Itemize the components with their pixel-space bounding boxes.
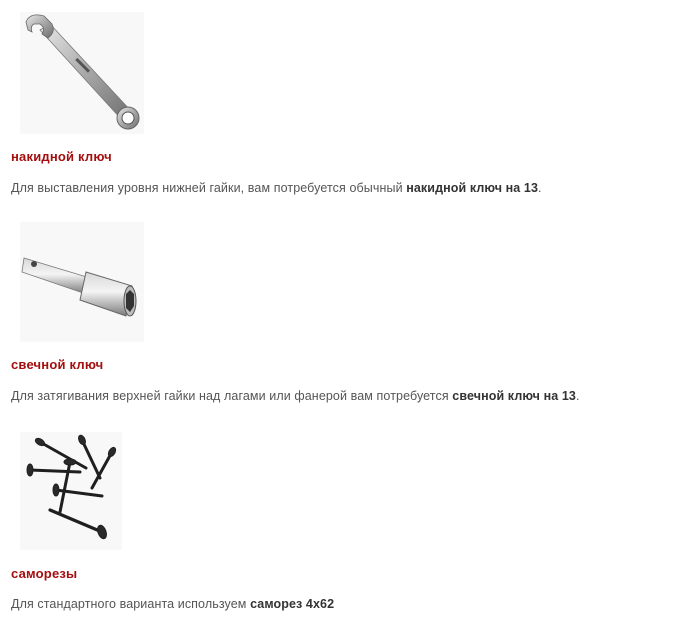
tool-description <box>11 389 580 403</box>
screws-image <box>20 432 122 550</box>
screws-icon <box>20 432 122 550</box>
socket-wrench-icon <box>20 222 144 342</box>
description-bold-text: саморез 4х62 <box>250 597 335 611</box>
description-text-end: . <box>538 181 542 195</box>
description-text: Для выставления уровня нижней гайки, вам потребуется обычный <box>11 181 407 195</box>
tool-title: саморезы <box>11 566 78 581</box>
tool-description <box>11 181 542 195</box>
description-text-end: . <box>575 389 580 403</box>
tool-title: свечной ключ <box>11 357 104 372</box>
description-bold-text: свечной ключ на 13 <box>452 389 576 403</box>
tool-title: накидной ключ <box>11 149 112 164</box>
tool-description <box>11 597 334 611</box>
combination-wrench-image <box>20 12 144 134</box>
description-bold-text: накидной ключ на 13 <box>406 181 539 195</box>
wrench-icon <box>20 12 144 134</box>
spark-plug-socket-wrench-image <box>20 222 144 342</box>
description-text: Для затягивания верхней гайки над лагами или фанерой вам потребуется <box>11 389 453 403</box>
description-text: Для стандартного варианта используем <box>11 597 251 611</box>
